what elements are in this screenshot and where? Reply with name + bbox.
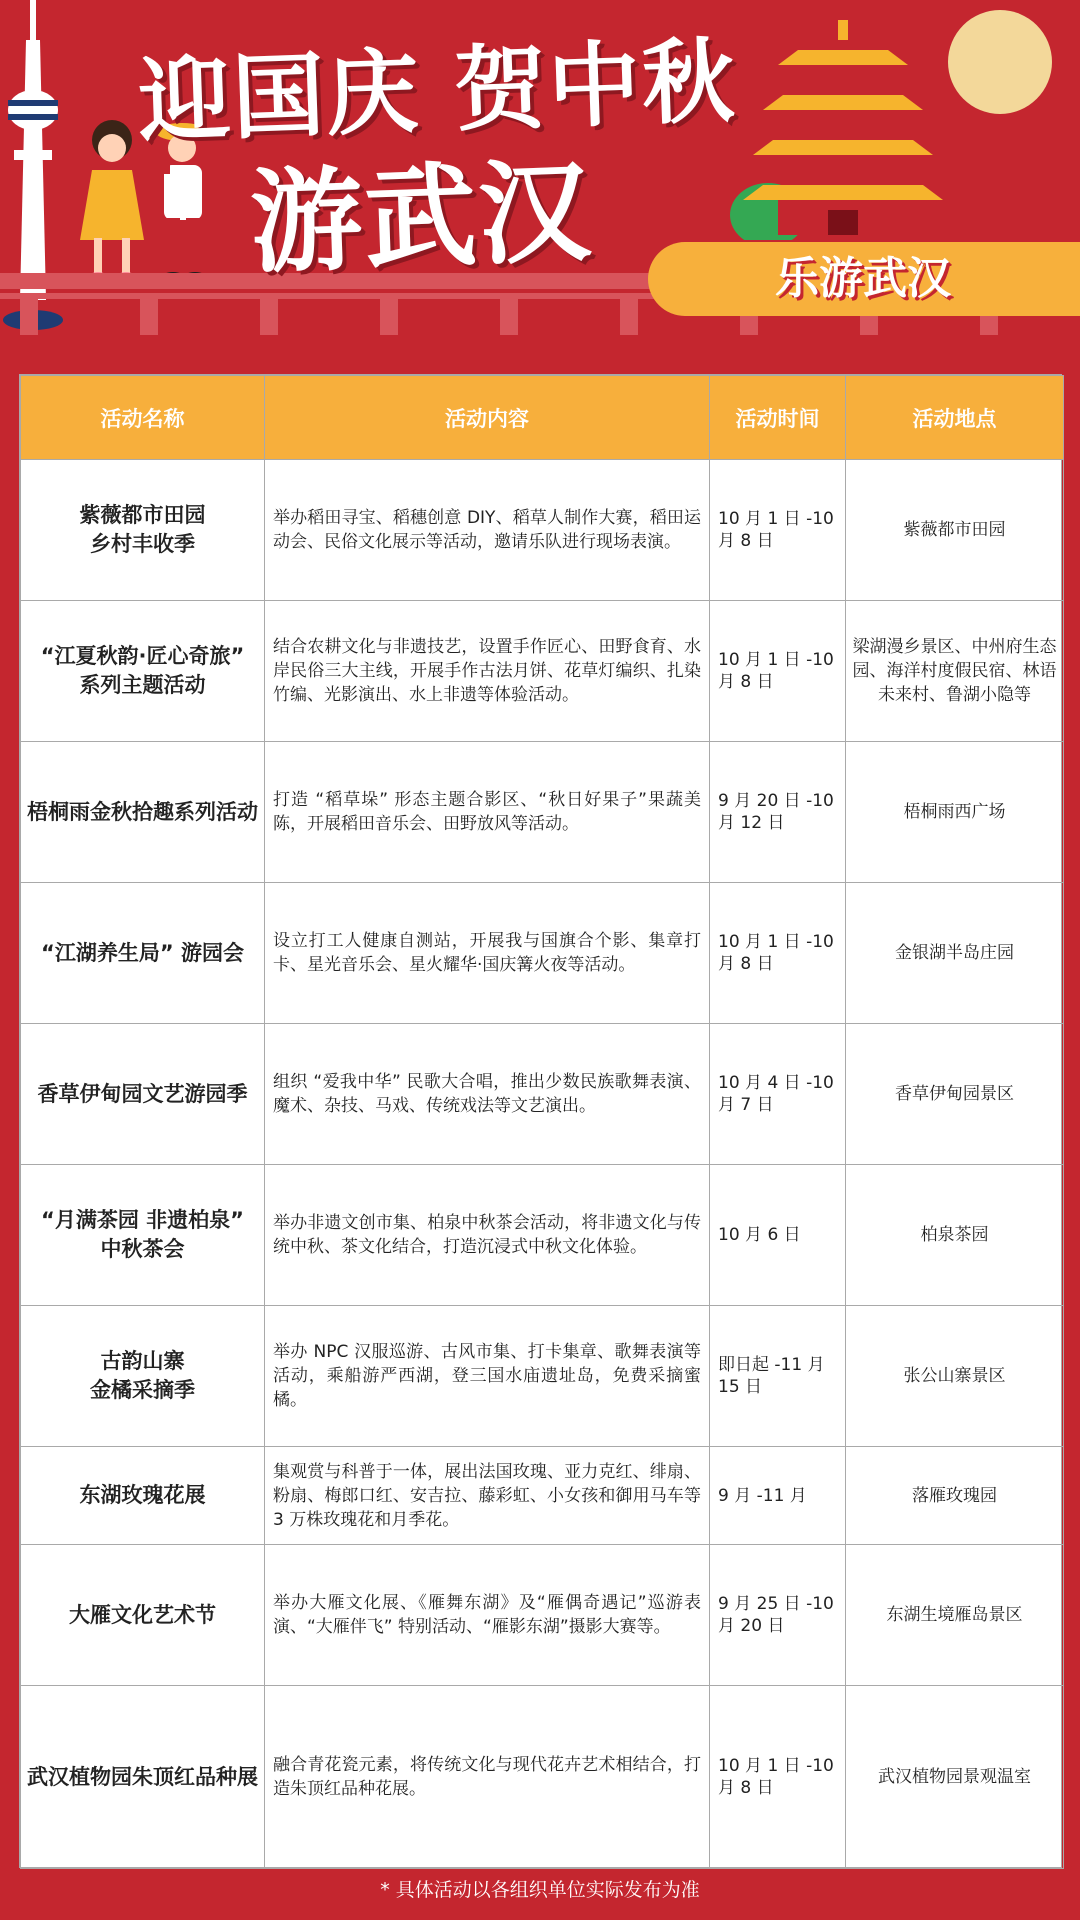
table-row [21, 1447, 1064, 1545]
event-place: 梧桐雨西广场 [846, 742, 1064, 883]
event-name: 紫薇都市田园 乡村丰收季 [21, 460, 265, 601]
table-row [21, 601, 1064, 742]
column-header-time: 活动时间 [710, 376, 846, 460]
event-time: 10 月 1 日 -10 月 8 日 [710, 601, 846, 742]
event-content: 打造 “稻草垛” 形态主题合影区、“秋日好果子”果蔬美陈，开展稻田音乐会、田野放风等活动。 [265, 742, 710, 883]
event-place: 金银湖半岛庄园 [846, 883, 1064, 1024]
event-content: 组织 “爱我中华” 民歌大合唱，推出少数民族歌舞表演、魔术、杂技、马戏、传统戏法等文艺演出。 [265, 1024, 710, 1165]
table-row [21, 883, 1064, 1024]
event-time: 9 月 -11 月 [710, 1447, 846, 1545]
event-place: 张公山寨景区 [846, 1306, 1064, 1447]
yellow-crane-tower-illustration [728, 10, 978, 240]
event-name: 香草伊甸园文艺游园季 [21, 1024, 265, 1165]
table-row [21, 1306, 1064, 1447]
event-name: 武汉植物园朱顶红品种展 [21, 1686, 265, 1869]
events-table [19, 374, 1062, 1868]
event-content: 举办 NPC 汉服巡游、古风市集、打卡集章、歌舞表演等活动，乘船游严西湖，登三国水庙遗址岛，免费采摘蜜橘。 [265, 1306, 710, 1447]
event-name: 古韵山寨 金橘采摘季 [21, 1306, 265, 1447]
table-row [21, 1165, 1064, 1306]
column-header-name: 活动名称 [21, 376, 265, 460]
event-time: 10 月 1 日 -10 月 8 日 [710, 883, 846, 1024]
table-row [21, 1686, 1064, 1869]
event-content: 集观赏与科普于一体，展出法国玫瑰、亚力克红、绯扇、粉扇、梅郎口红、安吉拉、藤彩虹、小女孩和御用马车等 3 万株玫瑰花和月季花。 [265, 1447, 710, 1545]
event-name: “江夏秋韵·匠心奇旅” 系列主题活动 [21, 601, 265, 742]
event-time: 9 月 25 日 -10 月 20 日 [710, 1545, 846, 1686]
event-time: 10 月 6 日 [710, 1165, 846, 1306]
event-time: 10 月 4 日 -10 月 7 日 [710, 1024, 846, 1165]
event-place: 柏泉茶园 [846, 1165, 1064, 1306]
column-header-place: 活动地点 [846, 376, 1064, 460]
subtitle-text: 乐游武汉 [775, 253, 951, 304]
event-place: 紫薇都市田园 [846, 460, 1064, 601]
event-place: 东湖生境雁岛景区 [846, 1545, 1064, 1686]
subtitle-badge [648, 242, 1080, 316]
event-place: 香草伊甸园景区 [846, 1024, 1064, 1165]
event-content: 举办稻田寻宝、稻穗创意 DIY、稻草人制作大赛，稻田运动会、民俗文化展示等活动，邀请乐队进行现场表演。 [265, 460, 710, 601]
event-place: 落雁玫瑰园 [846, 1447, 1064, 1545]
event-name: 东湖玫瑰花展 [21, 1447, 265, 1545]
table-row [21, 460, 1064, 601]
event-name: 大雁文化艺术节 [21, 1545, 265, 1686]
column-header-content: 活动内容 [265, 376, 710, 460]
event-time: 10 月 1 日 -10 月 8 日 [710, 1686, 846, 1869]
event-content: 举办非遗文创市集、柏泉中秋茶会活动，将非遗文化与传统中秋、茶文化结合，打造沉浸式中秋文化体验。 [265, 1165, 710, 1306]
banner-title-line-1: 迎国庆 贺中秋 [136, 27, 738, 156]
table-row [21, 1024, 1064, 1165]
event-name: “江湖养生局” 游园会 [21, 883, 265, 1024]
event-name: 梧桐雨金秋拾趣系列活动 [21, 742, 265, 883]
event-place: 梁湖漫乡景区、中州府生态园、海洋村度假民宿、林语未来村、鲁湖小隐等 [846, 601, 1064, 742]
footnote: * 具体活动以各组织单位实际发布为准 [380, 1879, 700, 1901]
event-place: 武汉植物园景观温室 [846, 1686, 1064, 1869]
table-header-row [21, 376, 1064, 460]
table-row [21, 742, 1064, 883]
event-time: 9 月 20 日 -10 月 12 日 [710, 742, 846, 883]
event-content: 举办大雁文化展、《雁舞东湖》及“雁偶奇遇记”巡游表演、“大雁伴飞” 特别活动、“雁影东湖”摄影大赛等。 [265, 1545, 710, 1686]
table-row [21, 1545, 1064, 1686]
event-content: 结合农耕文化与非遗技艺，设置手作匠心、田野食育、水岸民俗三大主线，开展手作古法月饼、花草灯编织、扎染竹编、光影演出、水上非遗等体验活动。 [265, 601, 710, 742]
event-content: 设立打工人健康自测站，开展我与国旗合个影、集章打卡、星光音乐会、星火耀华·国庆篝火夜等活动。 [265, 883, 710, 1024]
header-banner [0, 0, 1080, 350]
event-time: 即日起 -11 月 15 日 [710, 1306, 846, 1447]
event-name: “月满茶园 非遗柏泉” 中秋茶会 [21, 1165, 265, 1306]
banner-title-line-2: 游武汉 [248, 147, 595, 289]
event-time: 10 月 1 日 -10 月 8 日 [710, 460, 846, 601]
event-content: 融合青花瓷元素，将传统文化与现代花卉艺术相结合，打造朱顶红品种花展。 [265, 1686, 710, 1869]
